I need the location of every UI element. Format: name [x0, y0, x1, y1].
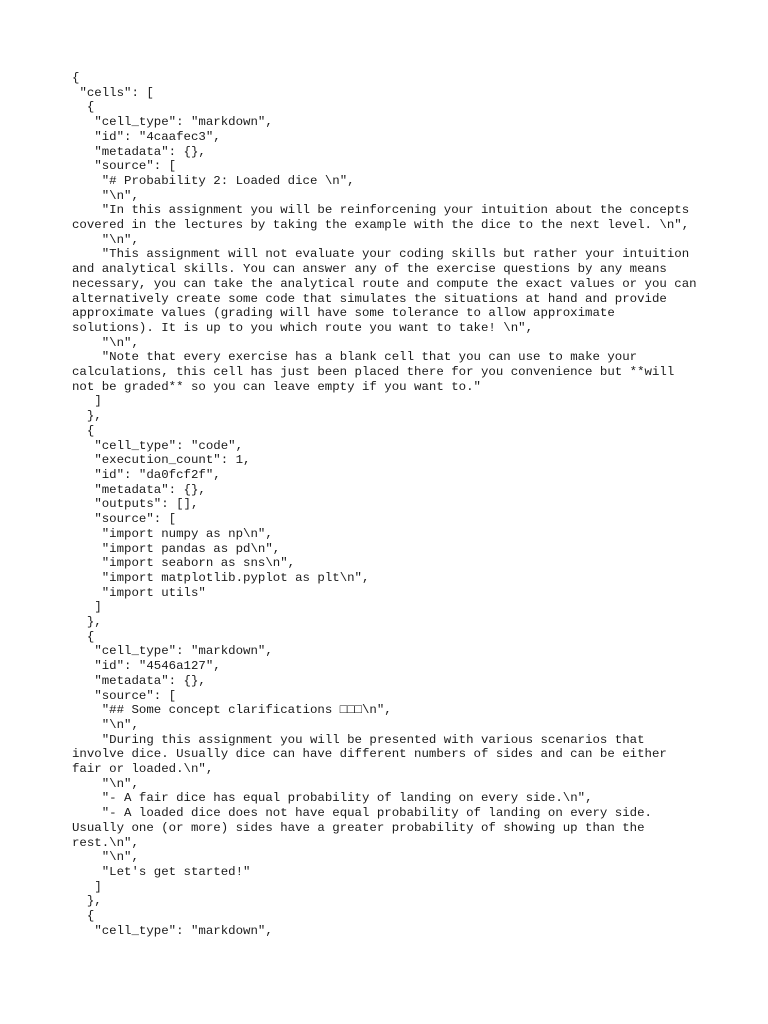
- document-line: "metadata": {},: [72, 144, 206, 159]
- document-line: "Let's get started!": [72, 864, 251, 879]
- document-line: "\n",: [72, 335, 139, 350]
- document-line: "metadata": {},: [72, 482, 206, 497]
- document-line: },: [72, 894, 102, 909]
- document-line: "## Some concept clarifications □□□\n",: [72, 703, 392, 718]
- document-line: "In this assignment you will be reinforcening your intuition about the concepts covered in the lectures by taking the example with the dice to the next level. \n",: [72, 203, 697, 233]
- document-line: "cell_type": "markdown",: [72, 923, 273, 938]
- document-line: "This assignment will not evaluate your coding skills but rather your intuition and analytical skills. You can answer any of the exercise questions by any means necessary, you can take the analytical route and compute the exact values or you can alternatively create some code that simulates the situations at hand and provide approximate values (grading will have some tolerance to allow approximate solutions). It is up to you which route you want to take! \n",: [72, 247, 705, 335]
- document-line: ]: [72, 394, 102, 409]
- document-line: "During this assignment you will be presented with various scenarios that involve dice. Usually dice can have different numbers of sides and can be either fair or loaded.\n",: [72, 732, 675, 777]
- document-line: "import numpy as np\n",: [72, 526, 273, 541]
- document-line: "import utils": [72, 585, 206, 600]
- document-line: "source": [: [72, 159, 177, 174]
- document-line: "cell_type": "markdown",: [72, 115, 273, 130]
- document-line: {: [72, 71, 80, 85]
- document-line: "execution_count": 1,: [72, 453, 251, 468]
- document-line: "\n",: [72, 188, 139, 203]
- document-line: },: [72, 615, 102, 630]
- document-line: "source": [: [72, 688, 177, 703]
- document-line: "Note that every exercise has a blank cell that you can use to make your calculations, this cell has just been placed there for you convenience but **will not be graded** so you can leave empty if you want to.": [72, 350, 682, 394]
- document-line: "\n",: [72, 232, 139, 247]
- document-line: "\n",: [72, 776, 139, 791]
- document-line: "\n",: [72, 717, 139, 732]
- document-line: "cell_type": "code",: [72, 438, 244, 453]
- document-line: "import seaborn as sns\n",: [72, 556, 296, 571]
- document-line: "- A fair dice has equal probability of landing on every side.\n",: [72, 791, 593, 806]
- document-line: "- A loaded dice does not have equal probability of landing on every side. Usually one (or more) sides have a greater probability of showing up than the rest.\n",: [72, 806, 660, 850]
- document-line: "\n",: [72, 850, 139, 865]
- document-line: "import matplotlib.pyplot as plt\n",: [72, 570, 370, 585]
- document-line: },: [72, 409, 102, 424]
- document-line: "metadata": {},: [72, 673, 206, 688]
- document-line: "# Probability 2: Loaded dice \n",: [72, 173, 355, 188]
- document-line: {: [72, 629, 95, 644]
- document-line: "import pandas as pd\n",: [72, 541, 281, 556]
- document-line: "cells": [: [72, 85, 154, 100]
- document-line: {: [72, 423, 95, 438]
- document-line: ]: [72, 879, 102, 894]
- document-line: "source": [: [72, 512, 177, 527]
- document-line: {: [72, 100, 95, 115]
- document-line: "id": "4caafec3",: [72, 129, 221, 144]
- document-line: {: [72, 909, 95, 924]
- document-line: "cell_type": "markdown",: [72, 644, 273, 659]
- document-line: "outputs": [],: [72, 497, 199, 512]
- document-line: "id": "4546a127",: [72, 659, 221, 674]
- document-page: [72, 71, 704, 938]
- notebook-json-text: [72, 71, 704, 938]
- document-line: ]: [72, 600, 102, 615]
- document-line: "id": "da0fcf2f",: [72, 467, 221, 482]
